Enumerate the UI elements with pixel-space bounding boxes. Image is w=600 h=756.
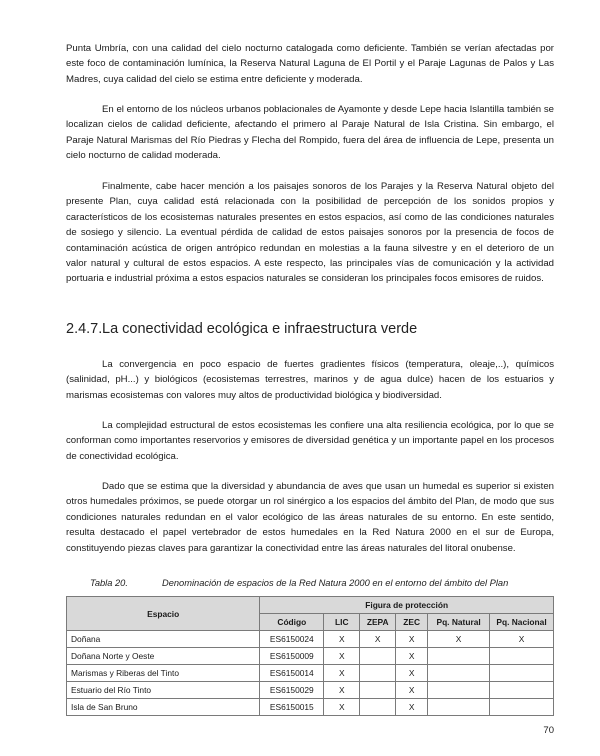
cell-zepa (360, 699, 396, 716)
section-title: La conectividad ecológica e infraestructura verde (102, 321, 418, 337)
header-figura-proteccion: Figura de protección (260, 597, 554, 614)
cell-zec: X (396, 631, 428, 648)
paragraph-3: Finalmente, cabe hacer mención a los paisajes sonoros de los Parajes y la Reserva Natural objeto del presente Plan, cuya calidad está relacionada con la posibilidad de percepción de los sonidos propios y característicos de los ecosistemas naturales presentes en estos espacios, así como de las condiciones naturales de sosiego y silencio. La eventual pérdida de calidad de estos paisajes sonoros por la presencia de focos de contaminación acústica de origen antrópico redundan en molestias a la fauna silvestre y en el deterioro de un valor natural y cultural de estos espacios. A este respecto, las principales vías de comunicación y la actividad portuaria e industrial próxima a estos espacios naturales se consideran los principales focos emisores de ruidos. (66, 181, 554, 285)
cell-espacio: Estuario del Río Tinto (67, 682, 260, 699)
cell-pq-natural (428, 648, 490, 665)
cell-zec: X (396, 648, 428, 665)
natura-2000-table (66, 596, 554, 716)
cell-espacio: Isla de San Bruno (67, 699, 260, 716)
section-number: 2.4.7. (66, 321, 103, 337)
cell-pq-nacional: X (490, 631, 554, 648)
cell-zepa (360, 648, 396, 665)
cell-espacio: Doñana (67, 631, 260, 648)
table-row (67, 665, 554, 682)
cell-zec: X (396, 699, 428, 716)
cell-pq-natural (428, 699, 490, 716)
table-caption-text: Denominación de espacios de la Red Natura 2000 en el entorno del ámbito del Plan (162, 578, 509, 588)
table-row (67, 648, 554, 665)
paragraph-4: La convergencia en poco espacio de fuertes gradientes físicos (temperatura, oleaje,..), químicos (salinidad, pH...) y biológicos (ecosistemas terrestres, marinos y de agua dulce) hacen de los estuarios y marismas ecosistemas con valores muy altos de productividad biológica y biodiversidad. (66, 359, 554, 401)
cell-zepa: X (360, 631, 396, 648)
cell-codigo: ES6150029 (260, 682, 324, 699)
cell-zec: X (396, 682, 428, 699)
cell-lic: X (324, 665, 360, 682)
cell-pq-nacional (490, 682, 554, 699)
cell-pq-nacional (490, 665, 554, 682)
cell-pq-natural: X (428, 631, 490, 648)
cell-zec: X (396, 665, 428, 682)
cell-lic: X (324, 699, 360, 716)
header-codigo: Código (260, 614, 324, 631)
cell-pq-natural (428, 665, 490, 682)
cell-espacio: Doñana Norte y Oeste (67, 648, 260, 665)
header-pq-nacional: Pq. Nacional (490, 614, 554, 631)
cell-lic: X (324, 648, 360, 665)
section-heading (66, 321, 417, 337)
cell-codigo: ES6150015 (260, 699, 324, 716)
cell-zepa (360, 682, 396, 699)
paragraph-2: En el entorno de los núcleos urbanos poblacionales de Ayamonte y desde Lepe hacia Islantilla también se localizan cielos de calidad deficiente, afectando el primero al Paraje Natural de Isla Cristina. Sin embargo, el Paraje Natural Marismas del Río Piedras y Flecha del Rompido, fuera del área de influencia de Lepe, presenta un cielo nocturno de calidad moderada. (66, 104, 554, 162)
header-zepa: ZEPA (360, 614, 396, 631)
header-espacio: Espacio (67, 597, 260, 631)
cell-lic: X (324, 631, 360, 648)
header-pq-natural: Pq. Natural (428, 614, 490, 631)
cell-codigo: ES6150014 (260, 665, 324, 682)
cell-codigo: ES6150024 (260, 631, 324, 648)
table-row (67, 631, 554, 648)
table-row (67, 682, 554, 699)
cell-zepa (360, 665, 396, 682)
paragraph-6: Dado que se estima que la diversidad y abundancia de aves que usan un humedal es superior si existen otros humedales próximos, se puede otorgar un rol sinérgico a los espacios del ámbito del Plan, de modo que sus condiciones naturales redundan en el valor ecológico de las áreas naturales de su entorno. En este sentido, resulta destacado el papel vertebrador de estos humedales en la Red Natura 2000 en el sur de Europa, constituyendo piezas claves para garantizar la conectividad entre las áreas naturales del litoral onubense. (66, 481, 554, 554)
table-caption-label: Tabla 20. (90, 578, 128, 588)
paragraph-1: Punta Umbría, con una calidad del cielo nocturno catalogada como deficiente. También se verían afectadas por este foco de contaminación lumínica, la Reserva Natural Laguna de El Portil y el Paraje Lagunas de Palos y Las Madres, cuya calidad del cielo se estima entre deficiente y moderada. (66, 43, 554, 85)
cell-pq-natural (428, 682, 490, 699)
table-caption (90, 578, 508, 588)
cell-espacio: Marismas y Riberas del Tinto (67, 665, 260, 682)
cell-pq-nacional (490, 648, 554, 665)
header-zec: ZEC (396, 614, 428, 631)
cell-codigo: ES6150009 (260, 648, 324, 665)
header-lic: LIC (324, 614, 360, 631)
paragraph-5: La complejidad estructural de estos ecosistemas les confiere una alta resiliencia ecológica, por lo que se conforman como importantes reservorios y emisores de diversidad genética y un importante papel en los procesos de conectividad ecológica. (66, 420, 554, 462)
cell-pq-nacional (490, 699, 554, 716)
cell-lic: X (324, 682, 360, 699)
table-row (67, 699, 554, 716)
page-number: 70 (543, 725, 554, 736)
